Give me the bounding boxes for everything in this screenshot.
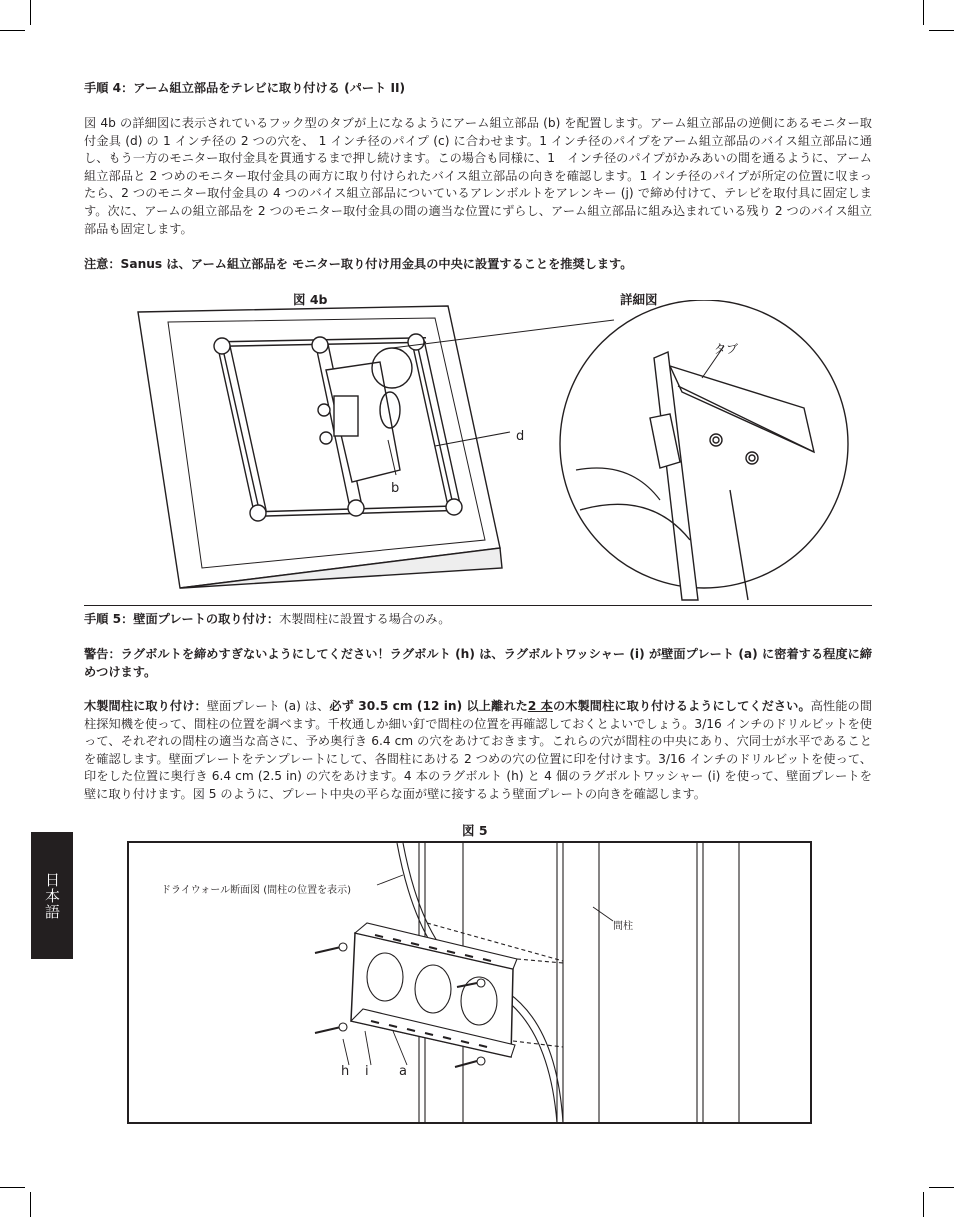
crop-mark bbox=[30, 0, 31, 25]
label-b: b bbox=[391, 481, 400, 496]
wood-t2: 必ず 30.5 cm (12 in) 以上離れた bbox=[329, 699, 528, 713]
step5-heading-rest: 木製間柱に設置する場合のみ。 bbox=[279, 612, 451, 626]
crop-mark bbox=[0, 1187, 25, 1188]
crop-mark bbox=[0, 30, 25, 31]
detail-caption: 詳細図 bbox=[620, 292, 658, 307]
crop-mark bbox=[30, 1192, 31, 1217]
step4-note: 注意：Sanus は、アーム組立部品を モニター取り付け用金具の中央に設置することを推奨します。 bbox=[84, 257, 633, 271]
language-tab-label: 日本語 bbox=[43, 872, 61, 920]
label-d: d bbox=[516, 429, 525, 444]
wood-t3: 2 本 bbox=[527, 699, 553, 713]
language-tab bbox=[31, 832, 73, 959]
step5-warning: 警告：ラグボルトを締めすぎないようにしてください！ラグボルト (h) は、ラグボルトワッシャー (i) が壁面プレート (a) に密着する程度に締めつけます。 bbox=[84, 647, 872, 679]
label-tab: タブ bbox=[714, 342, 739, 356]
figure4b-caption: 図 4b bbox=[293, 292, 328, 307]
label-i: i bbox=[365, 1064, 369, 1079]
figure5-illustration bbox=[127, 841, 813, 1127]
label-a: a bbox=[399, 1064, 407, 1079]
crop-mark bbox=[929, 1187, 954, 1188]
step5-wood-paragraph bbox=[84, 698, 872, 804]
label-drywall: ドライウォール断面図 (間柱の位置を表示) bbox=[161, 885, 352, 896]
step4-heading: 手順 4：アーム組立部品をテレビに取り付ける (パート II) bbox=[84, 81, 406, 95]
wood-body: 高性能の間柱探知機を使って、間柱の位置を調べます。千枚通しか細い釘で間柱の位置を再確認しておくとよいでしょう。3/16 インチのドリルビットを使って、それぞれの間柱の適当な高さに、予め奥行き 6.4 cm の穴をあけておきます。これらの穴が間柱の中央にあり、穴同士が水平であることを確認します。壁面プレートをテンプレートにして、各間柱にあける 2 つめの穴の位置に印を付けます。3/16 インチのドリルビットを使って、印をした位置に奥行き 6.4 cm (2.5 in) の穴をあけます。4 本のラグボルト (h) と 4 個のラグボルトワッシャー (i) を使って、壁面プレートを壁に取り付けます。図 5 のように、プレート中央の平らな面が壁に接するよう壁面プレートの向きを確認します。 bbox=[84, 699, 873, 801]
section-divider bbox=[84, 605, 872, 606]
label-stud: 間柱 bbox=[613, 921, 633, 932]
wood-t4: の木製間柱に取り付けるようにしてください。 bbox=[552, 699, 811, 713]
wood-lead: 木製間柱に取り付け： bbox=[84, 699, 207, 713]
step5-heading-bold: 手順 5：壁面プレートの取り付け： bbox=[84, 612, 280, 626]
step5-heading bbox=[84, 611, 872, 629]
crop-mark bbox=[929, 30, 954, 31]
figure4b-illustration bbox=[130, 300, 870, 610]
figure5-caption: 図 5 bbox=[462, 823, 488, 838]
wood-t1: 壁面プレート (a) は、 bbox=[206, 699, 330, 713]
crop-mark bbox=[923, 1192, 924, 1217]
step4-body: 図 4b の詳細図に表示されているフック型のタブが上になるようにアーム組立部品 (b) を配置します。アーム組立部品の逆側にあるモニター取付金具 (d) の 1 インチ径の 2 つの穴を、 1 インチ径のパイプ (c) に合わせます。1 インチ径のパイプをアーム組立部品のバイス組立部品に通し、もう一方のモニター取付金具を貫通するまで押し続けます。この場合も同様に、1 インチ径のパイプがかみあいの間を通るように、アーム組立部品と 2 つめのモニター取付金具の両方に取り付けられたバイス組立部品の向きを確認します。1 インチ径のパイプが所定の位置に収まったら、2 つのモニター取付金具の 4 つのバイス組立部品についているアレンボルトをアレンキー (j) で締め付けて、テレビを取付具に固定します。次に、アームの組立部品を 2 つのモニター取付金具の間の適当な位置にずらし、アーム組立部品に組み込まれている残り 2 つのバイス組立部品も固定します。 bbox=[84, 116, 872, 236]
label-h: h bbox=[341, 1064, 350, 1079]
crop-mark bbox=[923, 0, 924, 25]
